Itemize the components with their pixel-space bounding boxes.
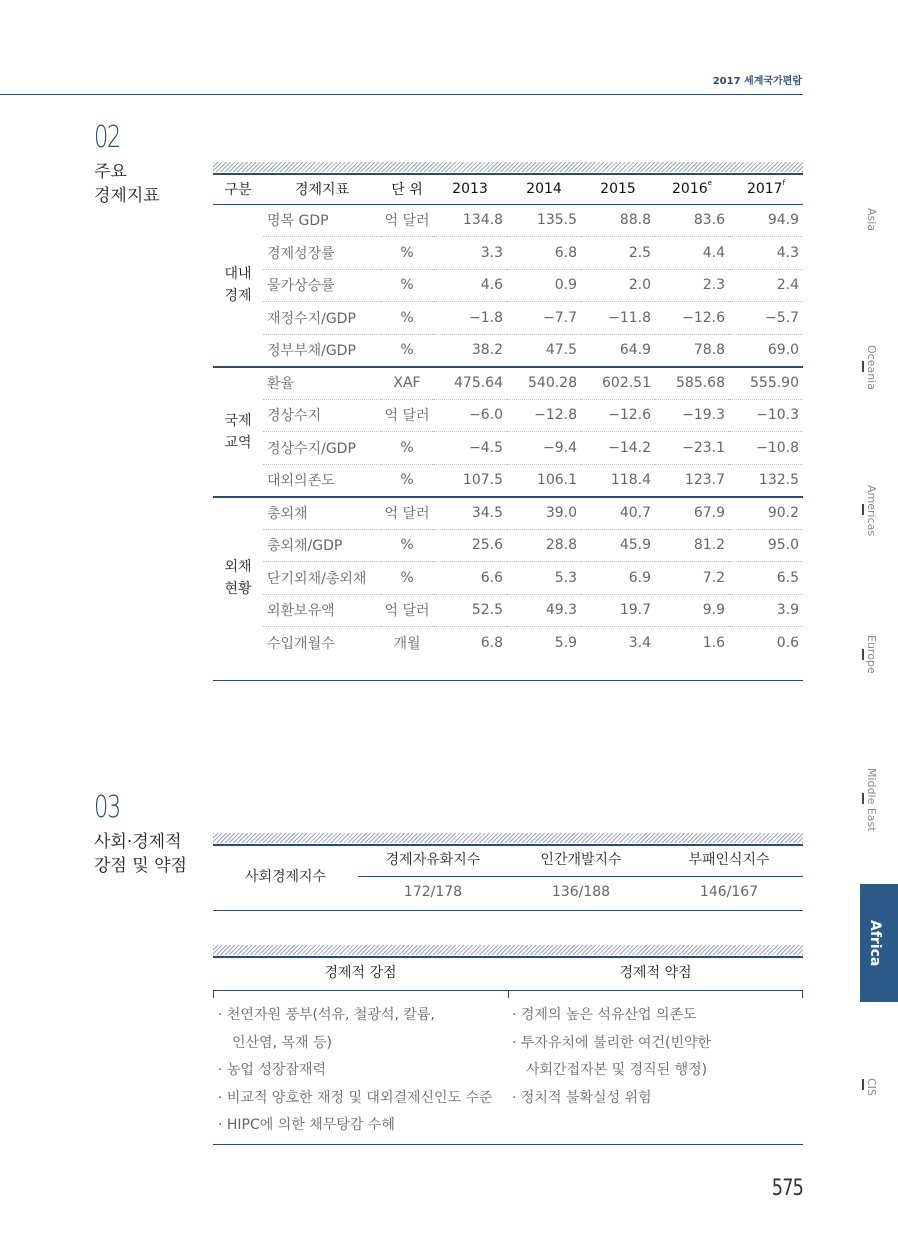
sw-bottom-rule bbox=[213, 1144, 803, 1145]
unit-cell: % bbox=[381, 529, 433, 562]
value-cell: −1.8 bbox=[433, 302, 507, 335]
unit-cell: % bbox=[381, 562, 433, 595]
value-cell: 132.5 bbox=[758, 472, 799, 488]
indicator-cell: 환율 bbox=[263, 367, 381, 400]
value-cell: −7.7 bbox=[507, 302, 581, 335]
table-row bbox=[213, 302, 803, 335]
group-label-line: 현황 bbox=[224, 581, 252, 598]
value-cell: 40.7 bbox=[581, 497, 655, 530]
list-item: · 경제의 높은 석유산업 의존도 bbox=[512, 1007, 697, 1023]
section-title-line: 경제지표 bbox=[94, 186, 160, 206]
value-cell: 78.8 bbox=[693, 342, 725, 358]
value-cell: −12.6 bbox=[655, 302, 729, 335]
column-header: 단 위 bbox=[391, 182, 423, 199]
value-cell: −23.1 bbox=[655, 432, 729, 465]
index-value: 146/167 bbox=[699, 884, 759, 900]
indicator-cell: 수입개월수 bbox=[267, 636, 335, 652]
value-cell: 2.0 bbox=[581, 269, 655, 302]
side-nav-europe[interactable]: Europe bbox=[865, 635, 878, 674]
value-cell: 83.6 bbox=[655, 204, 729, 237]
unit-cell: 억 달러 bbox=[381, 204, 433, 237]
value-cell: 88.8 bbox=[581, 204, 655, 237]
header-title: 2017 세계국가편람 bbox=[712, 76, 802, 87]
side-nav-asia[interactable]: Asia bbox=[865, 208, 878, 232]
value-cell: 6.6 bbox=[433, 562, 507, 595]
unit-cell: % bbox=[381, 432, 433, 465]
value-cell: 47.5 bbox=[545, 342, 577, 358]
table-row bbox=[213, 562, 803, 595]
value-cell: 34.5 bbox=[433, 497, 507, 530]
column-header-text: 2016 bbox=[672, 181, 708, 198]
indicator-cell: 단기외채/총외채 bbox=[263, 562, 381, 595]
indicator-cell: 정부부채/GDP bbox=[267, 343, 356, 359]
indicator-cell: 대외의존도 bbox=[267, 473, 335, 489]
side-nav-americas[interactable]: Americas bbox=[865, 485, 878, 537]
value-cell: 602.51 bbox=[581, 367, 655, 400]
table-row bbox=[213, 432, 803, 465]
group-label-line: 외채 bbox=[224, 559, 252, 576]
value-cell: 2.4 bbox=[729, 269, 803, 302]
index-value: 172/178 bbox=[403, 884, 463, 900]
side-nav-tick bbox=[862, 793, 864, 804]
table-row bbox=[213, 204, 803, 237]
column-header: 경제지표 bbox=[294, 182, 350, 199]
value-cell: 6.8 bbox=[480, 635, 503, 651]
unit-cell: XAF bbox=[381, 367, 433, 400]
strengths-list bbox=[218, 1002, 493, 1140]
section-title-line: 강점 및 약점 bbox=[94, 856, 187, 876]
value-cell: 123.7 bbox=[684, 472, 725, 488]
value-cell: −5.7 bbox=[729, 302, 803, 335]
value-cell: 2.5 bbox=[581, 237, 655, 270]
value-cell: 90.2 bbox=[729, 497, 803, 530]
column-header: 2015 bbox=[600, 181, 636, 198]
strengths-title: 경제적 강점 bbox=[324, 965, 397, 981]
value-cell: 3.3 bbox=[433, 237, 507, 270]
table-row bbox=[213, 464, 803, 497]
estimate-mark: e bbox=[707, 179, 712, 188]
indicator-cell: 총외채/GDP bbox=[263, 529, 381, 562]
value-cell: 39.0 bbox=[507, 497, 581, 530]
group-label-line: 대내 bbox=[224, 266, 252, 282]
unit-cell: % bbox=[381, 237, 433, 270]
table-row bbox=[213, 594, 803, 627]
value-cell: −11.8 bbox=[581, 302, 655, 335]
group-label bbox=[213, 497, 263, 660]
value-cell: 540.28 bbox=[507, 367, 581, 400]
value-cell: 67.9 bbox=[655, 497, 729, 530]
value-cell: 6.8 bbox=[507, 237, 581, 270]
value-cell: 25.6 bbox=[433, 529, 507, 562]
value-cell: −9.4 bbox=[507, 432, 581, 465]
list-item: · HIPC에 의한 채무탕감 수혜 bbox=[218, 1117, 395, 1133]
value-cell: 64.9 bbox=[619, 342, 651, 358]
value-cell: 9.9 bbox=[655, 594, 729, 627]
unit-cell: % bbox=[381, 302, 433, 335]
value-cell: 1.6 bbox=[702, 635, 725, 651]
table-row bbox=[213, 367, 803, 400]
value-cell: −12.8 bbox=[507, 399, 581, 432]
column-header: 구분 bbox=[224, 182, 252, 199]
value-cell: −6.0 bbox=[433, 399, 507, 432]
value-cell: −19.3 bbox=[655, 399, 729, 432]
value-cell: 585.68 bbox=[655, 367, 729, 400]
value-cell: 3.9 bbox=[729, 594, 803, 627]
indices-bottom-rule bbox=[213, 910, 803, 911]
value-cell: 5.9 bbox=[554, 635, 577, 651]
group-label-line: 교역 bbox=[224, 434, 252, 451]
group-label bbox=[213, 367, 263, 497]
value-cell: 4.4 bbox=[655, 237, 729, 270]
value-cell: 49.3 bbox=[507, 594, 581, 627]
side-nav-tick bbox=[862, 1079, 864, 1090]
unit-cell: 억 달러 bbox=[381, 497, 433, 530]
value-cell: −12.6 bbox=[581, 399, 655, 432]
list-item: 사회간접자본 및 경직된 행정) bbox=[526, 1062, 708, 1078]
value-cell: 52.5 bbox=[433, 594, 507, 627]
sw-divider bbox=[508, 990, 509, 998]
list-item: · 투자유치에 불리한 여건(빈약한 bbox=[512, 1034, 712, 1051]
sw-top-rule bbox=[213, 956, 803, 958]
table-row bbox=[213, 334, 803, 367]
value-cell: 118.4 bbox=[610, 472, 651, 488]
indicator-cell: 외환보유액 bbox=[263, 594, 381, 627]
value-cell: 135.5 bbox=[507, 204, 581, 237]
value-cell: 0.6 bbox=[776, 635, 799, 651]
value-cell: 69.0 bbox=[767, 342, 799, 358]
column-header: 2013 bbox=[452, 181, 488, 198]
indices-mid-rule bbox=[358, 876, 803, 877]
value-cell: 134.8 bbox=[433, 204, 507, 237]
side-nav-tick bbox=[862, 504, 864, 515]
economic-indicators-table bbox=[213, 175, 803, 659]
unit-cell: % bbox=[400, 472, 414, 488]
section-title-line: 사회·경제적 bbox=[94, 832, 182, 852]
index-name: 인간개발지수 bbox=[540, 852, 622, 868]
value-cell: −10.8 bbox=[729, 432, 803, 465]
indicator-cell: 경상수지 bbox=[263, 399, 381, 432]
table-row bbox=[213, 497, 803, 530]
page-number: 575 bbox=[771, 1176, 803, 1201]
indicator-cell: 물가상승률 bbox=[263, 269, 381, 302]
table-row bbox=[213, 627, 803, 660]
side-nav-tick bbox=[862, 649, 864, 660]
side-nav-africa[interactable]: Africa bbox=[867, 920, 883, 967]
value-cell: 0.9 bbox=[507, 269, 581, 302]
indices-hatch-band bbox=[213, 833, 803, 843]
table-header-row bbox=[213, 175, 803, 204]
value-cell: 19.7 bbox=[581, 594, 655, 627]
column-header bbox=[655, 175, 729, 204]
table-row bbox=[213, 269, 803, 302]
value-cell: 95.0 bbox=[729, 529, 803, 562]
unit-cell: 개월 bbox=[393, 636, 421, 652]
weaknesses-title: 경제적 약점 bbox=[619, 965, 692, 981]
unit-cell: 억 달러 bbox=[381, 594, 433, 627]
section-number: 02 bbox=[94, 120, 120, 155]
indicator-cell: 명목 GDP bbox=[263, 204, 381, 237]
list-item: · 비교적 양호한 재정 및 대외결제신인도 수준 bbox=[218, 1089, 493, 1106]
indicator-cell: 재정수지/GDP bbox=[263, 302, 381, 335]
column-header-text: 2017 bbox=[746, 181, 783, 198]
forecast-mark: f bbox=[782, 179, 786, 188]
table-row bbox=[213, 399, 803, 432]
value-cell: 28.8 bbox=[507, 529, 581, 562]
index-name: 경제자유화지수 bbox=[385, 852, 481, 868]
list-item: · 천연자원 풍부(석유, 철광석, 칼륨, bbox=[218, 1007, 435, 1023]
value-cell: 94.9 bbox=[729, 204, 803, 237]
column-header bbox=[729, 175, 803, 204]
section-title bbox=[94, 830, 187, 878]
group-label-line: 국제 bbox=[224, 412, 252, 429]
section-number: 03 bbox=[94, 790, 120, 825]
indicator-cell: 경상수지/GDP bbox=[263, 432, 381, 465]
value-cell: −10.3 bbox=[729, 399, 803, 432]
index-name: 부패인식지수 bbox=[688, 852, 770, 868]
value-cell: 2.3 bbox=[655, 269, 729, 302]
value-cell: 81.2 bbox=[655, 529, 729, 562]
value-cell: 45.9 bbox=[581, 529, 655, 562]
value-cell: −14.2 bbox=[581, 432, 655, 465]
unit-cell: 억 달러 bbox=[381, 399, 433, 432]
value-cell: 4.3 bbox=[729, 237, 803, 270]
value-cell: 6.9 bbox=[581, 562, 655, 595]
list-item: 인산염, 목재 등) bbox=[232, 1034, 332, 1051]
side-nav-oceania[interactable]: Oceania bbox=[865, 345, 878, 390]
list-item: · 농업 성장잠재력 bbox=[218, 1062, 327, 1078]
value-cell: 475.64 bbox=[433, 367, 507, 400]
unit-cell: % bbox=[400, 342, 414, 358]
sw-hatch-band bbox=[213, 945, 803, 955]
indicator-cell: 경제성장률 bbox=[263, 237, 381, 270]
indicator-cell: 총외채 bbox=[263, 497, 381, 530]
value-cell: 38.2 bbox=[471, 342, 503, 358]
value-cell: 6.5 bbox=[729, 562, 803, 595]
value-cell: 106.1 bbox=[536, 472, 577, 488]
value-cell: 4.6 bbox=[433, 269, 507, 302]
table-row bbox=[213, 529, 803, 562]
group-label-line: 경제 bbox=[224, 288, 252, 304]
side-nav-tick bbox=[862, 361, 864, 372]
header-rule bbox=[0, 94, 803, 95]
value-cell: 7.2 bbox=[655, 562, 729, 595]
table-bottom-rule bbox=[213, 680, 803, 681]
value-cell: 555.90 bbox=[729, 367, 803, 400]
table-hatch-band bbox=[213, 162, 803, 172]
section-title bbox=[94, 160, 160, 208]
column-header: 2014 bbox=[526, 181, 562, 198]
section-title-line: 주요 bbox=[94, 162, 127, 182]
side-nav-cis[interactable]: CIS bbox=[865, 1078, 878, 1096]
list-item: · 정치적 불확실성 위험 bbox=[512, 1089, 652, 1106]
unit-cell: % bbox=[381, 269, 433, 302]
value-cell: 107.5 bbox=[462, 472, 503, 488]
side-nav-middle-east[interactable]: Middle East bbox=[865, 768, 878, 832]
value-cell: 3.4 bbox=[628, 635, 651, 651]
weaknesses-list bbox=[512, 1002, 711, 1112]
value-cell: 5.3 bbox=[507, 562, 581, 595]
index-value: 136/188 bbox=[551, 884, 611, 900]
table-row bbox=[213, 237, 803, 270]
group-label bbox=[213, 204, 263, 367]
value-cell: −4.5 bbox=[433, 432, 507, 465]
indices-label: 사회경제지수 bbox=[244, 869, 327, 885]
